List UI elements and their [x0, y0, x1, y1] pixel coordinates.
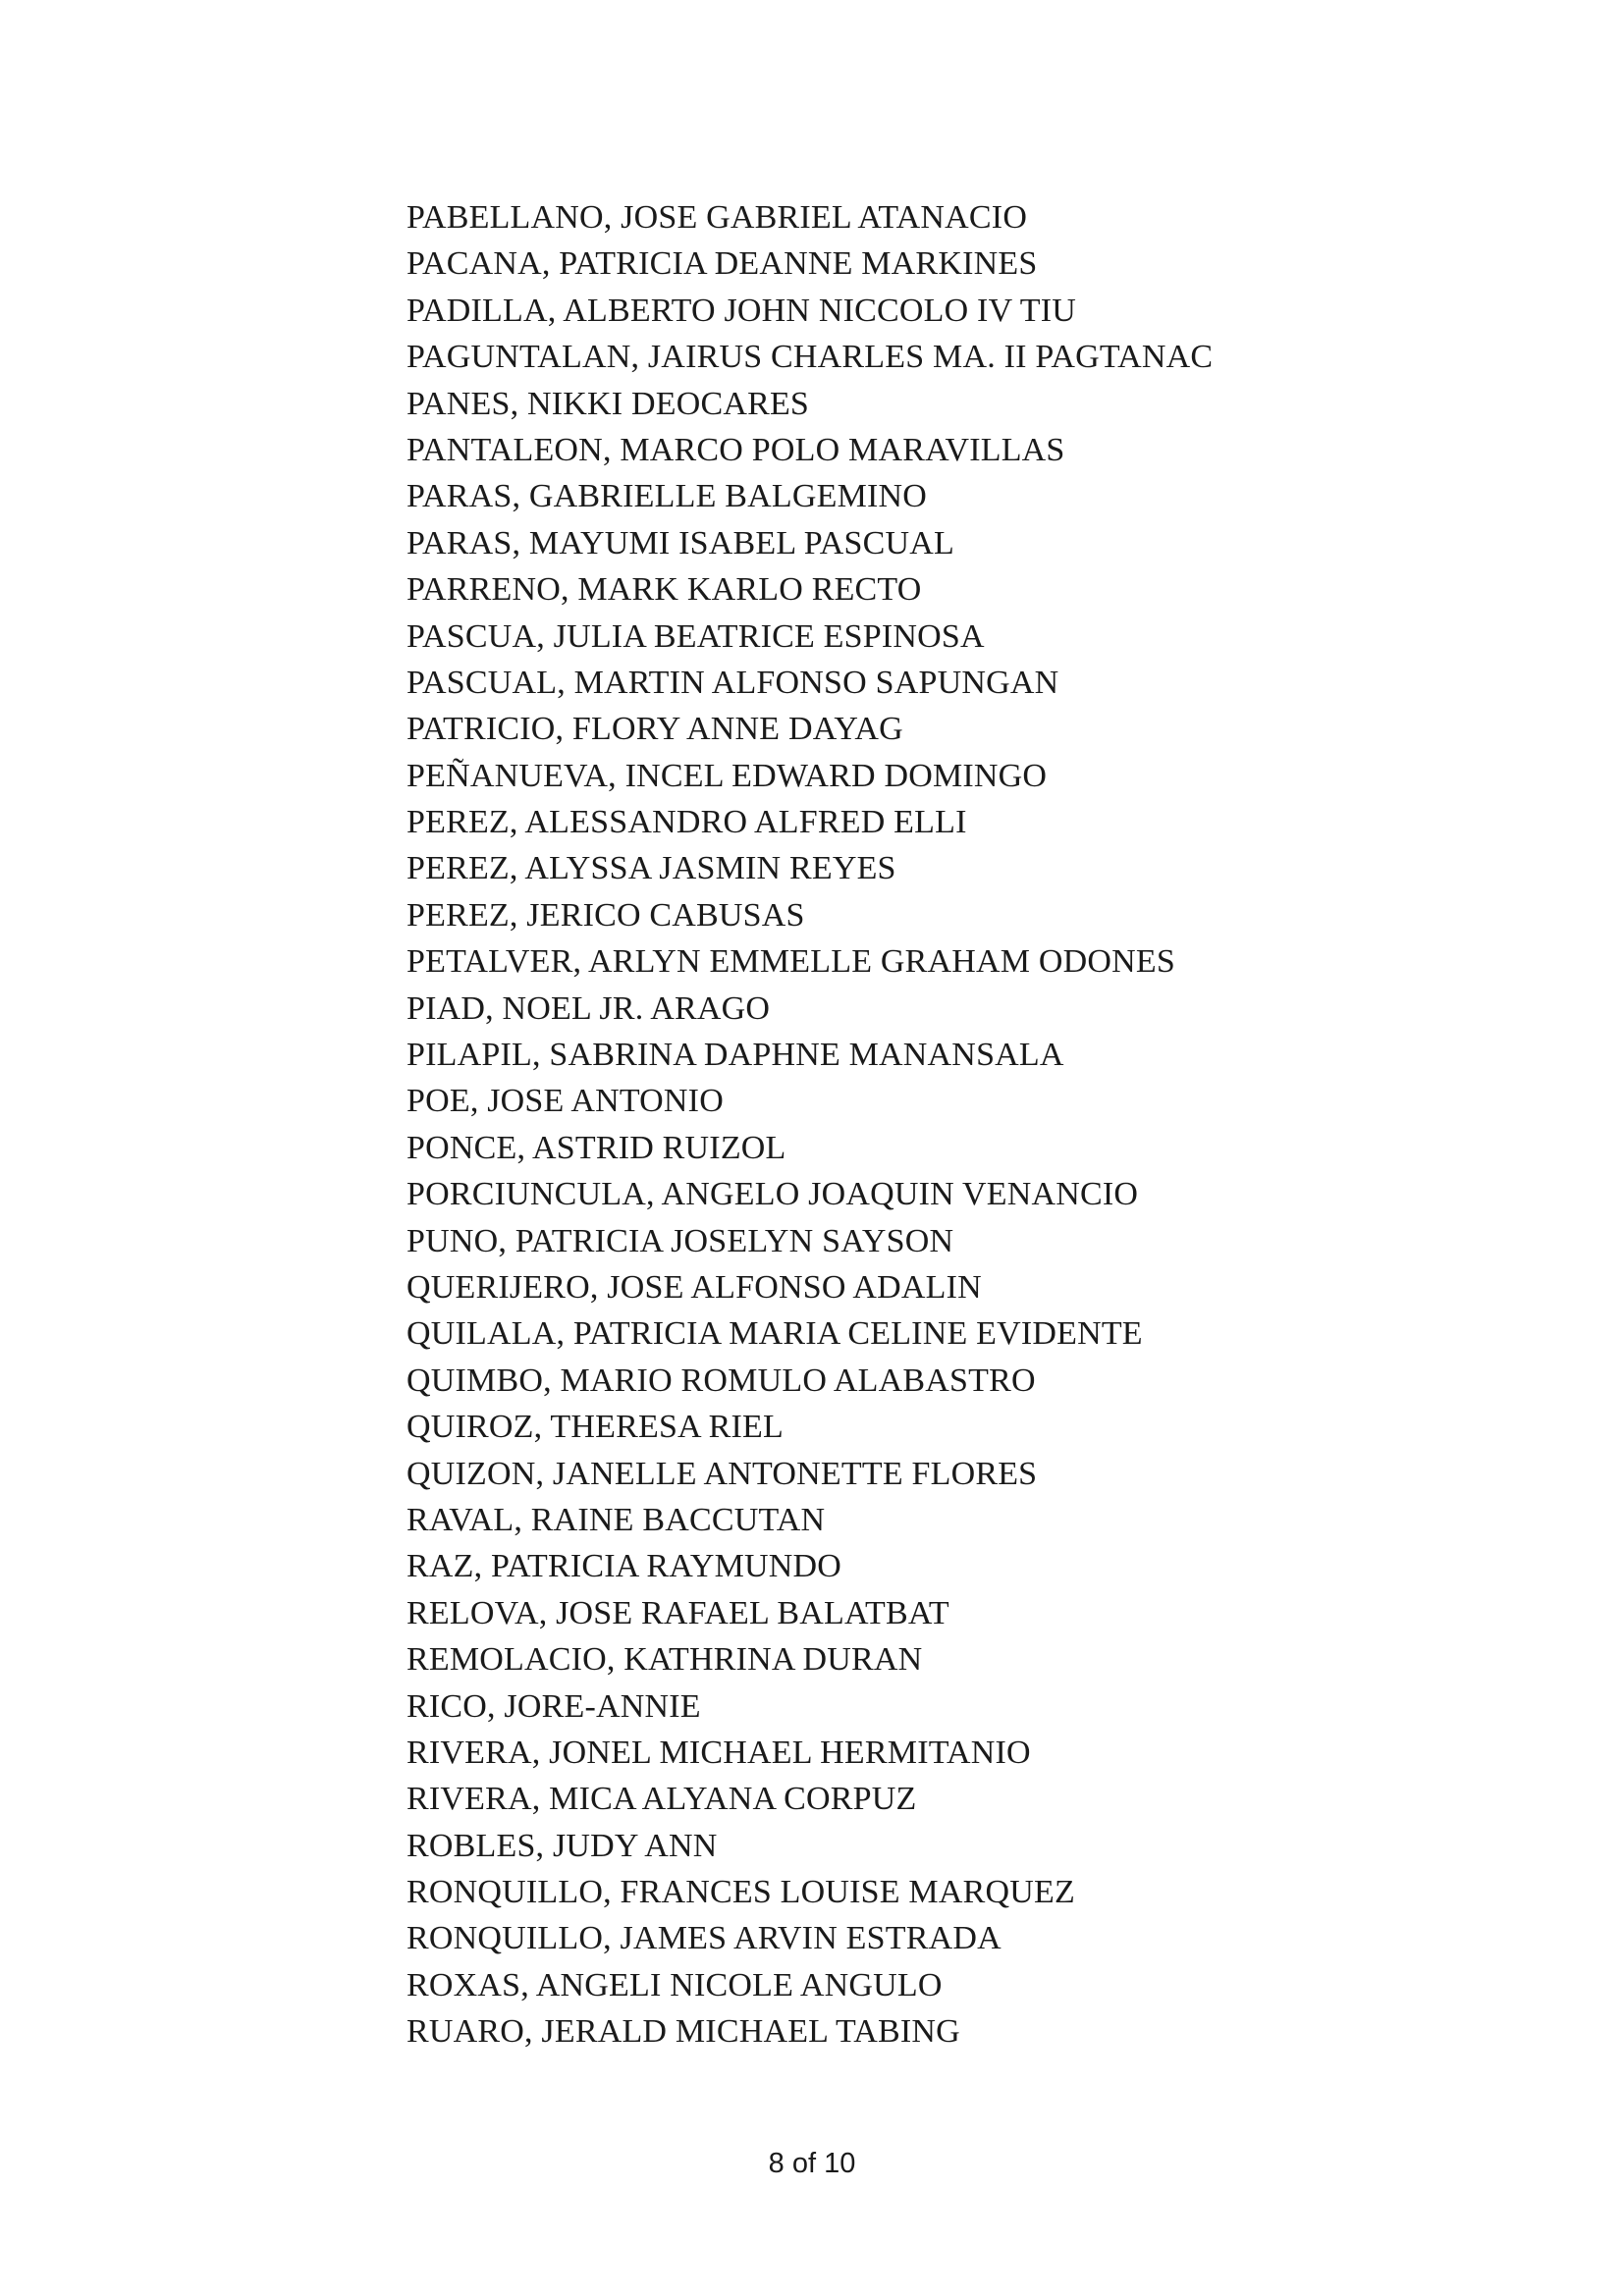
list-item: QUIMBO, MARIO ROMULO ALABASTRO: [406, 1362, 1036, 1399]
list-item: PILAPIL, SABRINA DAPHNE MANANSALA: [406, 1037, 1064, 1074]
list-item: PACANA, PATRICIA DEANNE MARKINES: [406, 245, 1038, 283]
list-item: PAGUNTALAN, JAIRUS CHARLES MA. II PAGTANAC: [406, 339, 1214, 376]
list-item: PADILLA, ALBERTO JOHN NICCOLO IV TIU: [406, 292, 1077, 329]
list-item: PANTALEON, MARCO POLO MARAVILLAS: [406, 431, 1065, 468]
list-item: PEREZ, JERICO CABUSAS: [406, 896, 805, 934]
list-item: PASCUA, JULIA BEATRICE ESPINOSA: [406, 617, 985, 655]
list-item: PIAD, NOEL JR. ARAGO: [406, 989, 771, 1027]
list-item: PETALVER, ARLYN EMMELLE GRAHAM ODONES: [406, 943, 1175, 981]
list-item: PABELLANO, JOSE GABRIEL ATANACIO: [406, 199, 1028, 236]
list-item: PEÑANUEVA, INCEL EDWARD DOMINGO: [406, 757, 1048, 794]
list-item: PUNO, PATRICIA JOSELYN SAYSON: [406, 1222, 954, 1259]
list-item: PASCUAL, MARTIN ALFONSO SAPUNGAN: [406, 664, 1059, 701]
list-item: PARAS, MAYUMI ISABEL PASCUAL: [406, 524, 954, 561]
list-item: RELOVA, JOSE RAFAEL BALATBAT: [406, 1594, 949, 1631]
list-item: PORCIUNCULA, ANGELO JOAQUIN VENANCIO: [406, 1176, 1139, 1213]
list-item: RONQUILLO, JAMES ARVIN ESTRADA: [406, 1920, 1001, 1957]
list-item: RIVERA, JONEL MICHAEL HERMITANIO: [406, 1734, 1031, 1771]
list-item: QUIROZ, THERESA RIEL: [406, 1409, 784, 1446]
list-item: ROBLES, JUDY ANN: [406, 1827, 718, 1864]
list-item: QUILALA, PATRICIA MARIA CELINE EVIDENTE: [406, 1315, 1143, 1353]
list-item: PEREZ, ALYSSA JASMIN REYES: [406, 850, 896, 887]
list-item: PEREZ, ALESSANDRO ALFRED ELLI: [406, 804, 967, 841]
page-number: 8 of 10: [768, 2148, 856, 2179]
list-item: PARRENO, MARK KARLO RECTO: [406, 571, 922, 609]
list-item: RUARO, JERALD MICHAEL TABING: [406, 2013, 960, 2051]
name-list: [406, 194, 1213, 2056]
list-item: REMOLACIO, KATHRINA DURAN: [406, 1641, 923, 1679]
list-item: RAZ, PATRICIA RAYMUNDO: [406, 1548, 842, 1585]
list-item: PANES, NIKKI DEOCARES: [406, 385, 810, 422]
list-item: ROXAS, ANGELI NICOLE ANGULO: [406, 1966, 943, 2003]
list-item: RICO, JORE-ANNIE: [406, 1687, 701, 1725]
list-item: POE, JOSE ANTONIO: [406, 1083, 724, 1120]
list-item: RAVAL, RAINE BACCUTAN: [406, 1501, 826, 1538]
list-item: PONCE, ASTRID RUIZOL: [406, 1129, 786, 1166]
list-item: RONQUILLO, FRANCES LOUISE MARQUEZ: [406, 1874, 1075, 1911]
list-item: QUIZON, JANELLE ANTONETTE FLORES: [406, 1455, 1038, 1492]
list-item: QUERIJERO, JOSE ALFONSO ADALIN: [406, 1268, 982, 1306]
list-item: RIVERA, MICA ALYANA CORPUZ: [406, 1781, 917, 1818]
list-item: PATRICIO, FLORY ANNE DAYAG: [406, 711, 903, 748]
list-item: PARAS, GABRIELLE BALGEMINO: [406, 478, 928, 515]
